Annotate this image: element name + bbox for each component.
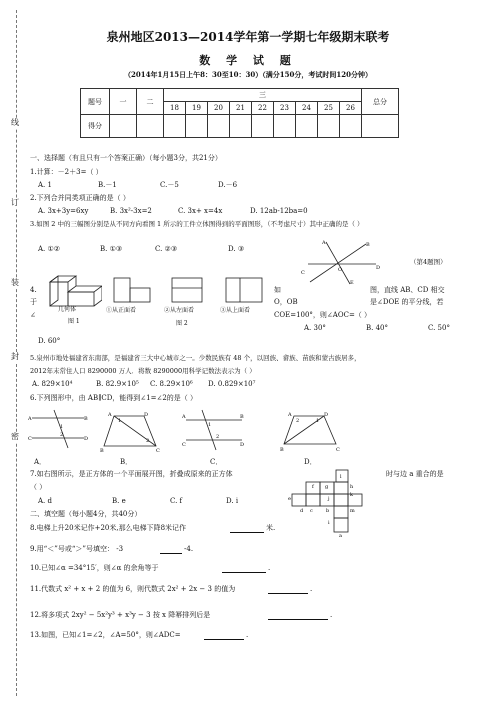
q4-number: 4. <box>30 286 37 294</box>
top-view-caption: ③从上面看 <box>220 307 251 314</box>
q9-tail: -4. <box>184 545 194 553</box>
q7-stem-tail: 时与边 a 重合的是 <box>386 470 444 478</box>
q7-paren: （ ） <box>30 483 47 491</box>
svg-text:h: h <box>350 484 354 490</box>
q3-option-d[interactable]: D. ③ <box>228 245 245 253</box>
svg-text:j: j <box>328 496 330 502</box>
svg-text:i: i <box>328 520 330 526</box>
cube-net-figure <box>288 466 370 538</box>
score-sub: 26 <box>340 102 362 115</box>
score-cell[interactable] <box>340 115 362 138</box>
q11-answer-blank[interactable] <box>268 585 308 594</box>
score-cell[interactable] <box>318 115 340 138</box>
svg-text:1: 1 <box>60 424 64 430</box>
svg-text:C: C <box>28 436 32 442</box>
q4-text: 图，直线 AB、CD 相交 <box>370 286 445 294</box>
score-col: 一 <box>110 89 137 115</box>
score-cell[interactable] <box>362 115 399 138</box>
q7-option-a[interactable]: A. d <box>38 497 52 505</box>
q3-option-a[interactable]: A. ①② <box>38 245 61 253</box>
score-cell[interactable] <box>137 115 164 138</box>
left-view-figure <box>166 274 210 308</box>
q7-option-b[interactable]: B. e <box>112 497 126 505</box>
q9-answer-blank[interactable] <box>160 545 182 554</box>
q6-stem: 6.下列图形中，由 AB∥CD，能得到∠1=∠2的是（ ） <box>30 394 198 402</box>
svg-text:m: m <box>350 508 355 514</box>
q7-stem: 7.如右图所示，是正方体的一个平面展开图，折叠成原来的正方体 <box>30 470 233 478</box>
svg-text:k: k <box>350 492 354 498</box>
subject-title: 数 学 试 题 <box>199 54 297 67</box>
q5-option-a[interactable]: A. 829×10⁴ <box>32 380 73 388</box>
fig1-label: 图 1 <box>68 318 80 325</box>
score-row-head: 题号 <box>81 89 110 115</box>
fig2-label: 图 2 <box>176 320 188 327</box>
parallel-lines-figure-a <box>28 408 88 452</box>
svg-text:a: a <box>339 533 342 538</box>
q2-option-c[interactable]: C. 3x+ x=4x <box>178 207 223 215</box>
q4-text: 是∠DOE 的平分线，若 <box>370 298 444 306</box>
q3-option-b[interactable]: B. ①③ <box>100 245 123 253</box>
svg-text:C: C <box>156 448 160 452</box>
score-cell[interactable] <box>230 115 252 138</box>
q1-option-c[interactable]: C.－5 <box>160 181 179 189</box>
q12-text: 12.将多项式 2xy² − 5x²y³ + x³y − 3 按 x 降幂排列后是 <box>30 611 211 619</box>
point-label: D <box>376 265 380 271</box>
q3-stem: 3.如图 2 中的三幅图分别是从不同方向看图 1 所示的工件立体图得到的平面图形，（不考虑尺寸）其中正确的是（ ） <box>30 220 364 228</box>
svg-text:2: 2 <box>146 438 150 444</box>
intersecting-lines-figure <box>300 238 380 286</box>
q4-option-a[interactable]: A. 30° <box>304 324 326 332</box>
front-view-caption: ①从正面看 <box>106 307 137 314</box>
top-view-figure <box>222 274 266 308</box>
q1-option-a[interactable]: A. 1 <box>38 181 52 189</box>
point-label: O <box>338 267 343 273</box>
margin-char: 封 <box>11 352 19 361</box>
svg-text:A: A <box>182 414 186 420</box>
svg-text:2: 2 <box>60 432 64 438</box>
q5-option-d[interactable]: D. 0.829×10⁷ <box>208 380 256 388</box>
point-label: A <box>322 240 326 246</box>
q11-tail: . <box>310 585 313 593</box>
svg-text:d: d <box>300 508 304 514</box>
q8-tail: 米. <box>266 524 276 532</box>
margin-char: 订 <box>11 198 19 207</box>
svg-text:C: C <box>336 447 340 452</box>
fig1-caption: 几何体 <box>58 306 77 313</box>
q4-option-d[interactable]: D. 60° <box>38 337 61 345</box>
q10-text: 10.已知∠α =34°15′，则∠α 的余角等于 <box>30 564 159 572</box>
q12-tail: . <box>330 611 333 619</box>
svg-text:A: A <box>108 412 112 418</box>
q6-option-d[interactable]: D． <box>304 458 317 466</box>
score-sub: 25 <box>318 102 340 115</box>
exam-title: 泉州地区2013—2014学年第一学期七年级期末联考 <box>106 30 390 44</box>
q8-answer-blank[interactable] <box>230 524 264 533</box>
score-cell[interactable] <box>186 115 208 138</box>
q3-option-c[interactable]: C. ②③ <box>155 245 178 253</box>
q1-stem: 1.计算：－2＋3=（ ） <box>30 168 103 176</box>
svg-text:D: D <box>144 412 149 418</box>
svg-text:l: l <box>340 474 342 480</box>
trapezoid-figure-b <box>100 408 162 452</box>
q6-option-a[interactable]: A． <box>34 458 47 466</box>
svg-text:A: A <box>288 412 292 418</box>
score-sub: 18 <box>164 102 186 115</box>
svg-text:2: 2 <box>216 434 220 440</box>
svg-text:B: B <box>240 414 244 420</box>
q5-option-c[interactable]: C. 8.29×10⁶ <box>150 380 193 388</box>
point-label: B <box>366 242 370 248</box>
score-table <box>80 88 399 138</box>
q1-option-d[interactable]: D.－6 <box>218 181 238 189</box>
q5-stem: 5.泉州市地处福建省东南部，是福建省三大中心城市之一。少数民族有 48 个，以回族、畲族、苗族和蒙古族居多， <box>30 354 361 362</box>
score-row-label: 得分 <box>81 115 110 138</box>
score-col: 二 <box>137 89 164 115</box>
score-cell[interactable] <box>296 115 318 138</box>
score-cell[interactable] <box>110 115 137 138</box>
left-view-caption: ②从左面看 <box>164 307 195 314</box>
margin-char: 密 <box>11 432 19 441</box>
q4-text: 于 <box>30 298 37 306</box>
svg-text:1: 1 <box>316 418 320 424</box>
score-cell[interactable] <box>274 115 296 138</box>
q4-text: COE=100°，则∠AOC=（ ） <box>274 311 372 319</box>
svg-text:A: A <box>28 416 32 422</box>
svg-text:g: g <box>325 484 329 490</box>
q2-option-b[interactable]: B. 3x²-3x=2 <box>110 207 152 215</box>
q6-option-b[interactable]: B． <box>120 458 133 466</box>
margin-char: 线 <box>11 118 19 127</box>
q4-option-c[interactable]: C. 50° <box>428 324 450 332</box>
q5-stem: 2012年末常住人口 8290000 万人．将数 8290000用科学记数法表示为（ ） <box>30 367 256 375</box>
q4-text: ∠ <box>30 311 36 319</box>
score-sub: 21 <box>230 102 252 115</box>
q13-text: 13.如图，已知∠1=∠2，∠A=50°，则∠ADC= <box>30 631 181 639</box>
svg-text:D: D <box>240 442 245 448</box>
score-cell[interactable] <box>164 115 186 138</box>
q7-option-c[interactable]: C. f <box>170 497 183 505</box>
score-col: 三 <box>164 89 362 102</box>
svg-text:B: B <box>280 447 284 452</box>
q6-option-c[interactable]: C． <box>210 458 223 466</box>
margin-char: 装 <box>11 278 19 287</box>
q10-answer-blank[interactable] <box>222 564 266 573</box>
svg-text:1: 1 <box>118 418 122 424</box>
q5-option-b[interactable]: B. 82.9×10⁵ <box>96 380 139 388</box>
q4-option-b[interactable]: B. 40° <box>366 324 389 332</box>
svg-text:c: c <box>310 508 313 514</box>
score-total-head: 总分 <box>362 89 399 115</box>
svg-text:D: D <box>324 412 329 418</box>
q13-tail: . <box>246 631 249 639</box>
svg-text:f: f <box>312 484 314 490</box>
score-sub: 23 <box>274 102 296 115</box>
point-label: E <box>350 280 354 286</box>
section2-title: 二、填空题（每小题4分，共40分） <box>30 510 142 518</box>
q13-answer-blank[interactable] <box>204 631 244 640</box>
score-sub: 19 <box>186 102 208 115</box>
q10-tail: . <box>268 564 271 572</box>
point-label: C <box>301 270 305 276</box>
svg-text:e: e <box>288 496 291 502</box>
exam-info: （2014年1月15日上午8：30至10：30）（满分150分，考试时间120分钟） <box>124 70 372 79</box>
svg-text:B: B <box>100 448 104 452</box>
q2-stem: 2.下列合并同类项正确的是（ ） <box>30 194 130 202</box>
parallel-lines-figure-c <box>182 408 246 452</box>
score-cell[interactable] <box>208 115 230 138</box>
q4-text: O，OB <box>274 298 298 306</box>
svg-text:C: C <box>182 442 186 448</box>
q8-text: 8.电梯上升20米记作+20米,那么电梯下降8米记作 <box>30 524 187 532</box>
q1-option-b[interactable]: B.－1 <box>98 181 117 189</box>
svg-text:1: 1 <box>208 422 212 428</box>
front-view-figure <box>110 274 154 308</box>
score-cell[interactable] <box>252 115 274 138</box>
score-sub: 22 <box>252 102 274 115</box>
fig4-caption: （第4题图） <box>410 258 447 266</box>
svg-text:b: b <box>326 508 330 514</box>
q2-option-a[interactable]: A. 3x+3y=6xy <box>38 207 89 215</box>
q2-option-d[interactable]: D. 12ab-12ba=0 <box>250 207 308 215</box>
q12-answer-blank[interactable] <box>268 611 328 620</box>
score-sub: 20 <box>208 102 230 115</box>
svg-text:D: D <box>84 436 88 442</box>
svg-text:2: 2 <box>296 418 300 424</box>
section1-title: 一、选择题（有且只有一个答案正确）（每小题3分，共21分） <box>30 154 222 162</box>
q4-text: 如 <box>274 286 281 294</box>
trapezoid-figure-d <box>280 408 340 452</box>
svg-text:B: B <box>84 416 88 422</box>
q7-option-d[interactable]: D. i <box>226 497 239 505</box>
score-sub: 24 <box>296 102 318 115</box>
q9-text: 9.用“＜”号或“＞”号填空： -3 <box>30 545 124 553</box>
q11-text: 11.代数式 x² + x + 2 的值为 6，则代数式 2x² + 2x − 3 的值为 <box>30 585 236 593</box>
